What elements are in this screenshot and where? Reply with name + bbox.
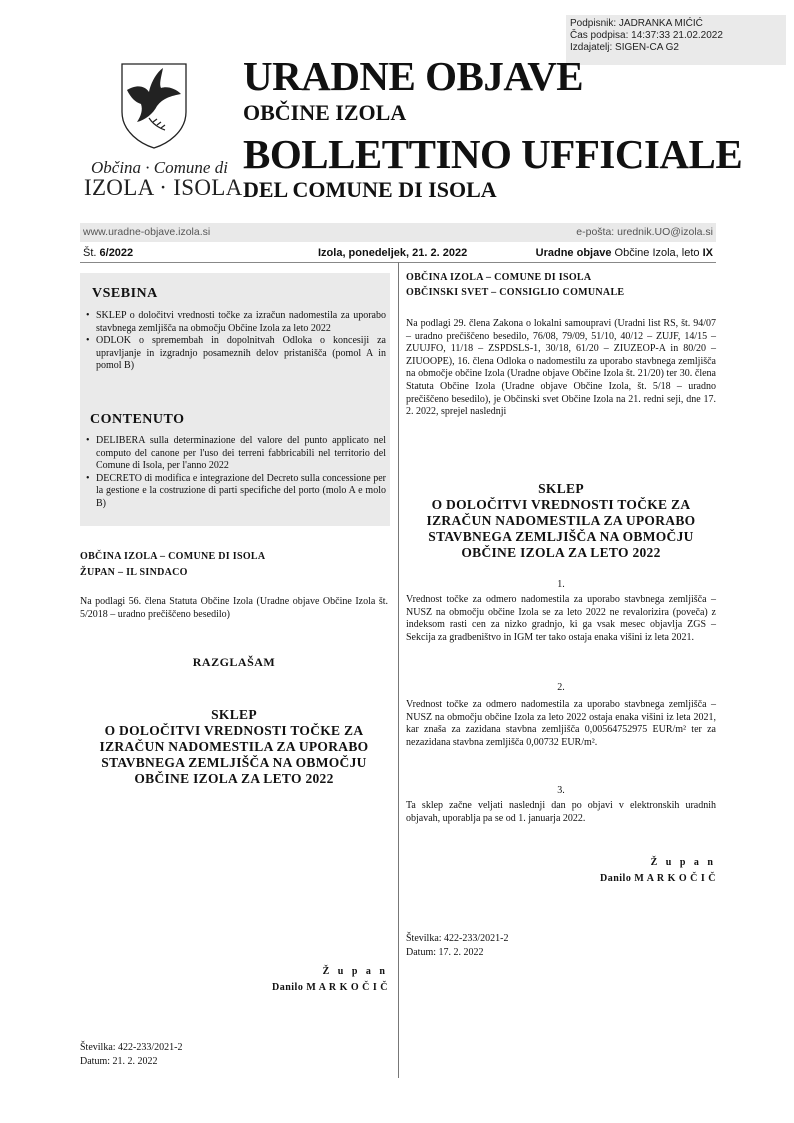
- right-ref-date: Datum: 17. 2. 2022: [406, 947, 484, 958]
- signed-at: Čas podpisa: 14:37:33 21.02.2022: [570, 30, 723, 41]
- article-1-text: Vrednost točke za odmero nadomestila za uporabo stavbnega zemljišča – NUSZ na območju občine Izola se za leto 2022 ne revalorizira (poveča) z indeksom rasti cen za nizko gradnjo, ki ga vsak mesec objavlja ZGS – Sekcija za gradbeništvo in IGM ter tako ostaja enaka višini iz leta 2021.: [406, 594, 716, 643]
- publication-info: Uradne objave Občine Izola, leto IX: [535, 247, 713, 259]
- vsebina-title: VSEBINA: [92, 286, 158, 301]
- left-ref-number: Številka: 422-233/2021-2: [80, 1042, 183, 1053]
- issue-info: [80, 245, 716, 261]
- right-sign-name: Danilo M A R K O Č I Č: [599, 873, 716, 884]
- contents-box: [80, 273, 390, 526]
- digital-signature-box: [566, 15, 786, 65]
- masthead-title-sl: URADNE OBJAVE: [243, 53, 584, 99]
- list-item[interactable]: • ODLOK o spremembah in dopolnitvah Odloka o koncesiji za upravljanje in izgradnjo posameznih delov pristanišča (pomol A in pomol B): [84, 335, 386, 373]
- left-authority-2: ŽUPAN – IL SINDACO: [80, 567, 188, 578]
- article-3-text: Ta sklep začne veljati naslednji dan po objavi v elektronskih uradnih objavah, uporablja pa se od 1. januarja 2022.: [406, 800, 716, 824]
- issue-place-date: Izola, ponedeljek, 21. 2. 2022: [318, 247, 468, 259]
- column-divider: [398, 262, 399, 1078]
- masthead-title-it: BOLLETTINO UFFICIALE: [243, 131, 743, 177]
- email-link[interactable]: e-pošta: urednik.UO@izola.si: [576, 226, 713, 238]
- article-2-text: Vrednost točke za odmero nadomestila za uporabo stavbnega zemljišča – NUSZ na območju občine Izola za leto 2022 ostaja enaka višini iz leta 2021, kar znaša za zazidana stavbna zemljišča 0,00564752975 EUR/m² ter za nezazidana stavbna zemljišča 0,00732 EUR/m².: [406, 699, 716, 748]
- right-authority-1: OBČINA IZOLA – COMUNE DI ISOLA: [406, 272, 592, 283]
- list-item[interactable]: • DELIBERA sulla determinazione del valore del punto applicato nel computo del canone per l'uso dei terreni fabbricabili nel territorio del Comune di Isola, per l'anno 2022: [84, 435, 386, 473]
- issuer: Izdajatelj: SIGEN-CA G2: [570, 42, 679, 53]
- masthead-subtitle-it: DEL COMUNE DI ISOLA: [243, 177, 497, 202]
- website-link[interactable]: www.uradne-objave.izola.si: [83, 226, 211, 238]
- left-doc-title: SKLEP O DOLOČITVI VREDNOSTI TOČKE ZA IZRAČUN NADOMESTILA ZA UPORABO STAVBNEGA ZEMLJIŠČA NA OBMOČJU OBČINE IZOLA ZA LETO 2022: [99, 707, 369, 786]
- article-2-number: 2.: [557, 682, 565, 693]
- left-preamble: Na podlagi 56. člena Statuta Občine Izola (Uradne objave Občine Izola št. 5/2018 – uradno prečiščeno besedilo): [80, 596, 388, 620]
- right-doc-title: SKLEP O DOLOČITVI VREDNOSTI TOČKE ZA IZRAČUN NADOMESTILA ZA UPORABO STAVBNEGA ZEMLJIŠČA NA OBMOČJU OBČINE IZOLA ZA LETO 2022: [426, 481, 696, 560]
- issue-number: Št. 6/2022: [83, 247, 134, 259]
- article-1-number: 1.: [557, 579, 565, 590]
- dove-crest-icon: [119, 60, 189, 150]
- left-sign-name: Danilo M A R K O Č I Č: [271, 982, 388, 993]
- article-3-number: 3.: [557, 785, 565, 796]
- brand-line-1: Občina · Comune di: [91, 158, 228, 177]
- brand-line-2: IZOLA · ISOLA: [84, 175, 243, 200]
- left-sign-role: Ž u p a n: [322, 966, 388, 977]
- contenuto-title: CONTENUTO: [90, 412, 185, 427]
- signer: Podpisnik: JADRANKA MIĆIĆ: [570, 18, 703, 29]
- right-preamble: Na podlagi 29. člena Zakona o lokalni samoupravi (Uradni list RS, št. 94/07 – uradno prečiščeno besedilo, 76/08, 79/09, 51/10, 40/12 – ZUJF, 14/15 – ZUUJFO, 11/18 – ZSPDSLS-1, 30/18, 61/20 – ZIUZEOP-A in 80/20 – ZIUOOPE), 16. člena Odloka o nadomestilu za uporabo stavbnega zemljišča na območje občine Izola (Uradne objave Občine Izola št. 21/20) ter 30. člena Statuta Občine Izola (Uradne objave Občine Izola, št. 5/18 – uradno prečiščeno besedilo), je Občinski svet Občine Izola na 21. redni seji, dne 17. 2. 2022, sprejel naslednji: [406, 318, 716, 418]
- list-item[interactable]: • SKLEP o določitvi vrednosti točke za izračun nadomestila za uporabo stavbnega zemljišča na območju Občine Izola za leto 2022: [84, 310, 386, 335]
- left-authority-1: OBČINA IZOLA – COMUNE DI ISOLA: [80, 551, 266, 562]
- contenuto-list: [84, 435, 386, 511]
- right-authority-2: OBČINSKI SVET – CONSIGLIO COMUNALE: [406, 287, 625, 298]
- left-proclaim: RAZGLAŠAM: [192, 655, 276, 669]
- right-sign-role: Ž u p a n: [650, 857, 716, 868]
- left-ref-date: Datum: 21. 2. 2022: [80, 1056, 158, 1067]
- masthead-subtitle-sl: OBČINE IZOLA: [243, 100, 407, 125]
- contact-bar: [80, 223, 716, 242]
- vsebina-list: [84, 310, 386, 373]
- right-ref-number: Številka: 422-233/2021-2: [406, 933, 509, 944]
- list-item[interactable]: • DECRETO di modifica e integrazione del Decreto sulla concessione per la gestione e la costruzione di parti specifiche del porto (molo A e molo B): [84, 473, 386, 511]
